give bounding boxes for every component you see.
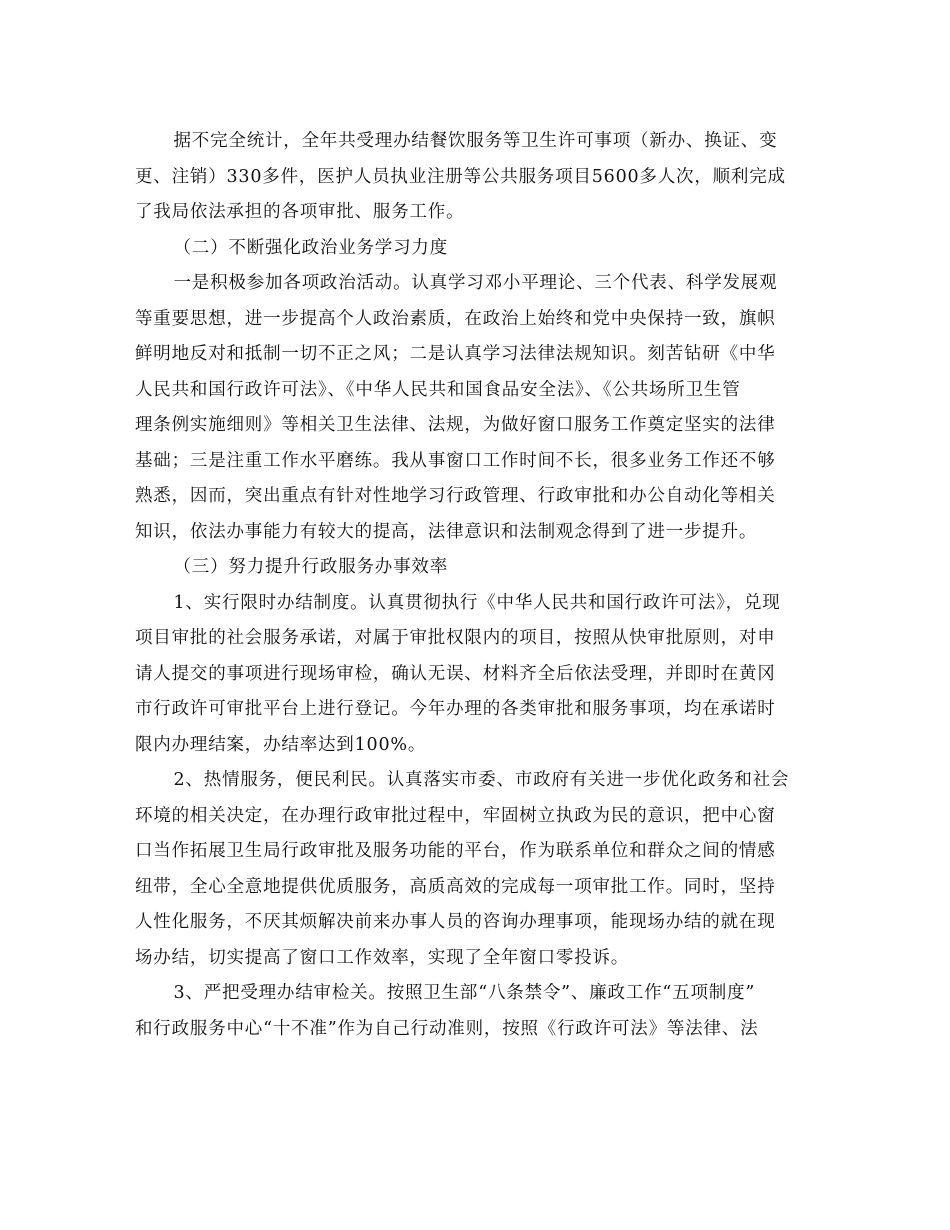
text-line: 等重要思想，进一步提高个人政治素质，在政治上始终和党中央保持一致，旗帜: [135, 308, 776, 329]
document-body: [135, 124, 815, 1047]
text-line: 纽带，全心全意地提供优质服务，高质高效的完成每一项审批工作。同时，坚持: [135, 876, 776, 897]
text-line: 据不完全统计，全年共受理办结餐饮服务等卫生许可事项（新办、换证、变: [173, 131, 778, 151]
heading-text: （二）不断强化政治业务学习力度: [173, 237, 448, 258]
text-line: 请人提交的事项进行现场审检，确认无误、材料齐全后依法受理，并即时在黄冈: [135, 663, 776, 684]
text-line: 基础；三是注重工作水平磨练。我从事窗口工作时间不长，很多业务工作还不够: [135, 450, 776, 471]
text-line: 人民共和国行政许可法》、《中华人民共和国食品安全法》、《公共场所卫生管: [135, 379, 741, 400]
text-line: 1、实行限时办结制度。认真贯彻执行《中华人民共和国行政许可法》，兑现: [173, 592, 781, 613]
text-line: 2、热情服务，便民利民。认真落实市委、市政府有关进一步优化政务和社会: [173, 770, 790, 790]
text-line: 市行政许可审批平台上进行登记。今年办理的各类审批和服务事项，均在承诺时: [135, 699, 776, 719]
paragraph-review: [135, 976, 815, 1047]
text-line: 3、严把受理办结审检关。按照卫生部“八条禁令”、廉政工作“五项制度”: [173, 983, 756, 1003]
section-heading-2: [135, 231, 815, 267]
text-line: 理条例实施细则》等相关卫生法律、法规，为做好窗口服务工作奠定坚实的法律: [135, 415, 776, 435]
paragraph-statistics: [135, 124, 815, 231]
text-line: 一是积极参加各项政治活动。认真学习邓小平理论、三个代表、科学发展观: [173, 273, 778, 293]
text-line: 限内办理结案，办结率达到100%。: [135, 734, 427, 755]
heading-text: （三）努力提升行政服务办事效率: [173, 557, 448, 577]
paragraph-service: [135, 763, 815, 976]
text-line: 了我局依法承担的各项审批、服务工作。: [135, 202, 465, 222]
text-line: 场办结，切实提高了窗口工作效率，实现了全年窗口零投诉。: [135, 947, 630, 968]
text-line: 项目审批的社会服务承诺，对属于审批权限内的项目，按照从快审批原则，对申: [135, 628, 776, 648]
text-line: 和行政服务中心“十不准”作为自己行动准则，按照《行政许可法》等法律、法: [135, 1018, 759, 1039]
text-line: 口当作拓展卫生局行政审批及服务功能的平台，作为联系单位和群众之间的情感: [135, 841, 776, 861]
section-heading-3: [135, 550, 815, 586]
text-line: 熟悉，因而，突出重点有针对性地学习行政管理、行政审批和办公自动化等相关: [135, 486, 776, 506]
text-line: 人性化服务，不厌其烦解决前来办事人员的咨询办理事项，能现场办结的就在现: [135, 912, 776, 932]
text-line: 鲜明地反对和抵制一切不正之风；二是认真学习法律法规知识。刻苦钻研《中华: [135, 344, 776, 364]
text-line: 知识，依法办事能力有较大的提高，法律意识和法制观念得到了进一步提升。: [135, 521, 758, 542]
paragraph-political-study: [135, 266, 815, 550]
paragraph-time-limit: [135, 586, 815, 764]
text-line: 环境的相关决定，在办理行政审批过程中，牢固树立执政为民的意识，把中心窗: [135, 805, 776, 826]
text-line: 更、注销）330多件，医护人员执业注册等公共服务项目5600多人次，顺利完成: [135, 166, 786, 187]
